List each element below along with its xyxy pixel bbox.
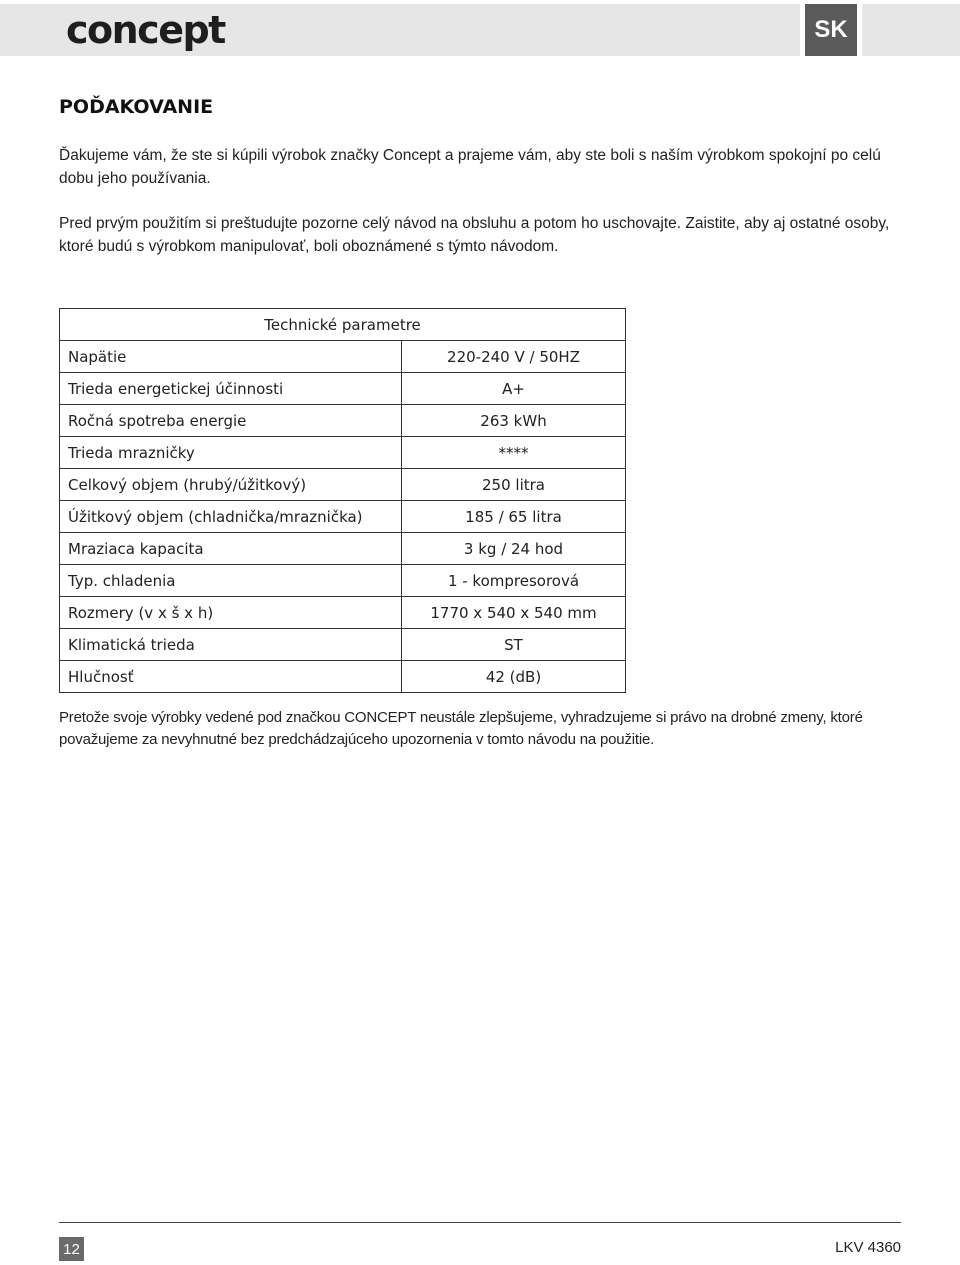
instructions-paragraph: Pred prvým použitím si preštudujte pozorne celý návod na obsluhu a potom ho uschovajte. Zaistite, aby aj ostatné osoby, ktoré budú s výrobkom manipulovať, boli oboznámené s týmto návodom.	[59, 215, 890, 255]
table-row	[60, 629, 626, 661]
table-row	[60, 405, 626, 437]
spec-value: 263 kWh	[402, 405, 626, 437]
spec-value: ****	[402, 437, 626, 469]
disclaimer-paragraph: Pretože svoje výrobky vedené pod značkou CONCEPT neustále zlepšujeme, vyhradzujeme si právo na drobné zmeny, ktoré považujeme za nevyhnutné bez predchádzajúceho upozornenia v tomto návodu na použitie.	[59, 709, 863, 748]
spec-label: Trieda energetickej účinnosti	[60, 373, 402, 405]
spec-label: Trieda mrazničky	[60, 437, 402, 469]
technical-parameters-table	[59, 308, 626, 693]
intro-paragraph: Ďakujeme vám, že ste si kúpili výrobok značky Concept a prajeme vám, aby ste boli s naším výrobkom spokojní po celú dobu jeho používania.	[59, 147, 881, 187]
spec-label: Klimatická trieda	[60, 629, 402, 661]
table-row	[60, 565, 626, 597]
spec-label: Typ. chladenia	[60, 565, 402, 597]
table-header-row	[60, 309, 626, 341]
spec-label: Mraziaca kapacita	[60, 533, 402, 565]
spec-label: Celkový objem (hrubý/úžitkový)	[60, 469, 402, 501]
footer-divider	[59, 1222, 901, 1223]
header-bar-right	[862, 4, 960, 56]
spec-value: 185 / 65 litra	[402, 501, 626, 533]
spec-value: 3 kg / 24 hod	[402, 533, 626, 565]
spec-value: 220-240 V / 50HZ	[402, 341, 626, 373]
table-row	[60, 501, 626, 533]
spec-value: 1770 x 540 x 540 mm	[402, 597, 626, 629]
model-number: LKV 4360	[835, 1239, 901, 1256]
brand-logo: concept	[66, 8, 225, 52]
section-title: POĎAKOVANIE	[59, 96, 214, 118]
spec-label: Hlučnosť	[60, 661, 402, 693]
table-row	[60, 437, 626, 469]
table-row	[60, 469, 626, 501]
spec-value: ST	[402, 629, 626, 661]
spec-value: 1 - kompresorová	[402, 565, 626, 597]
spec-label: Napätie	[60, 341, 402, 373]
table-row	[60, 597, 626, 629]
table-row	[60, 373, 626, 405]
spec-label: Rozmery (v x š x h)	[60, 597, 402, 629]
spec-label: Ročná spotreba energie	[60, 405, 402, 437]
spec-value: 42 (dB)	[402, 661, 626, 693]
table-row	[60, 661, 626, 693]
spec-value: A+	[402, 373, 626, 405]
table-row	[60, 341, 626, 373]
table-row	[60, 533, 626, 565]
page-number: 12	[59, 1237, 84, 1261]
language-badge: SK	[805, 4, 857, 56]
table-title: Technické parametre	[60, 309, 626, 341]
spec-label: Úžitkový objem (chladnička/mraznička)	[60, 501, 402, 533]
spec-value: 250 litra	[402, 469, 626, 501]
